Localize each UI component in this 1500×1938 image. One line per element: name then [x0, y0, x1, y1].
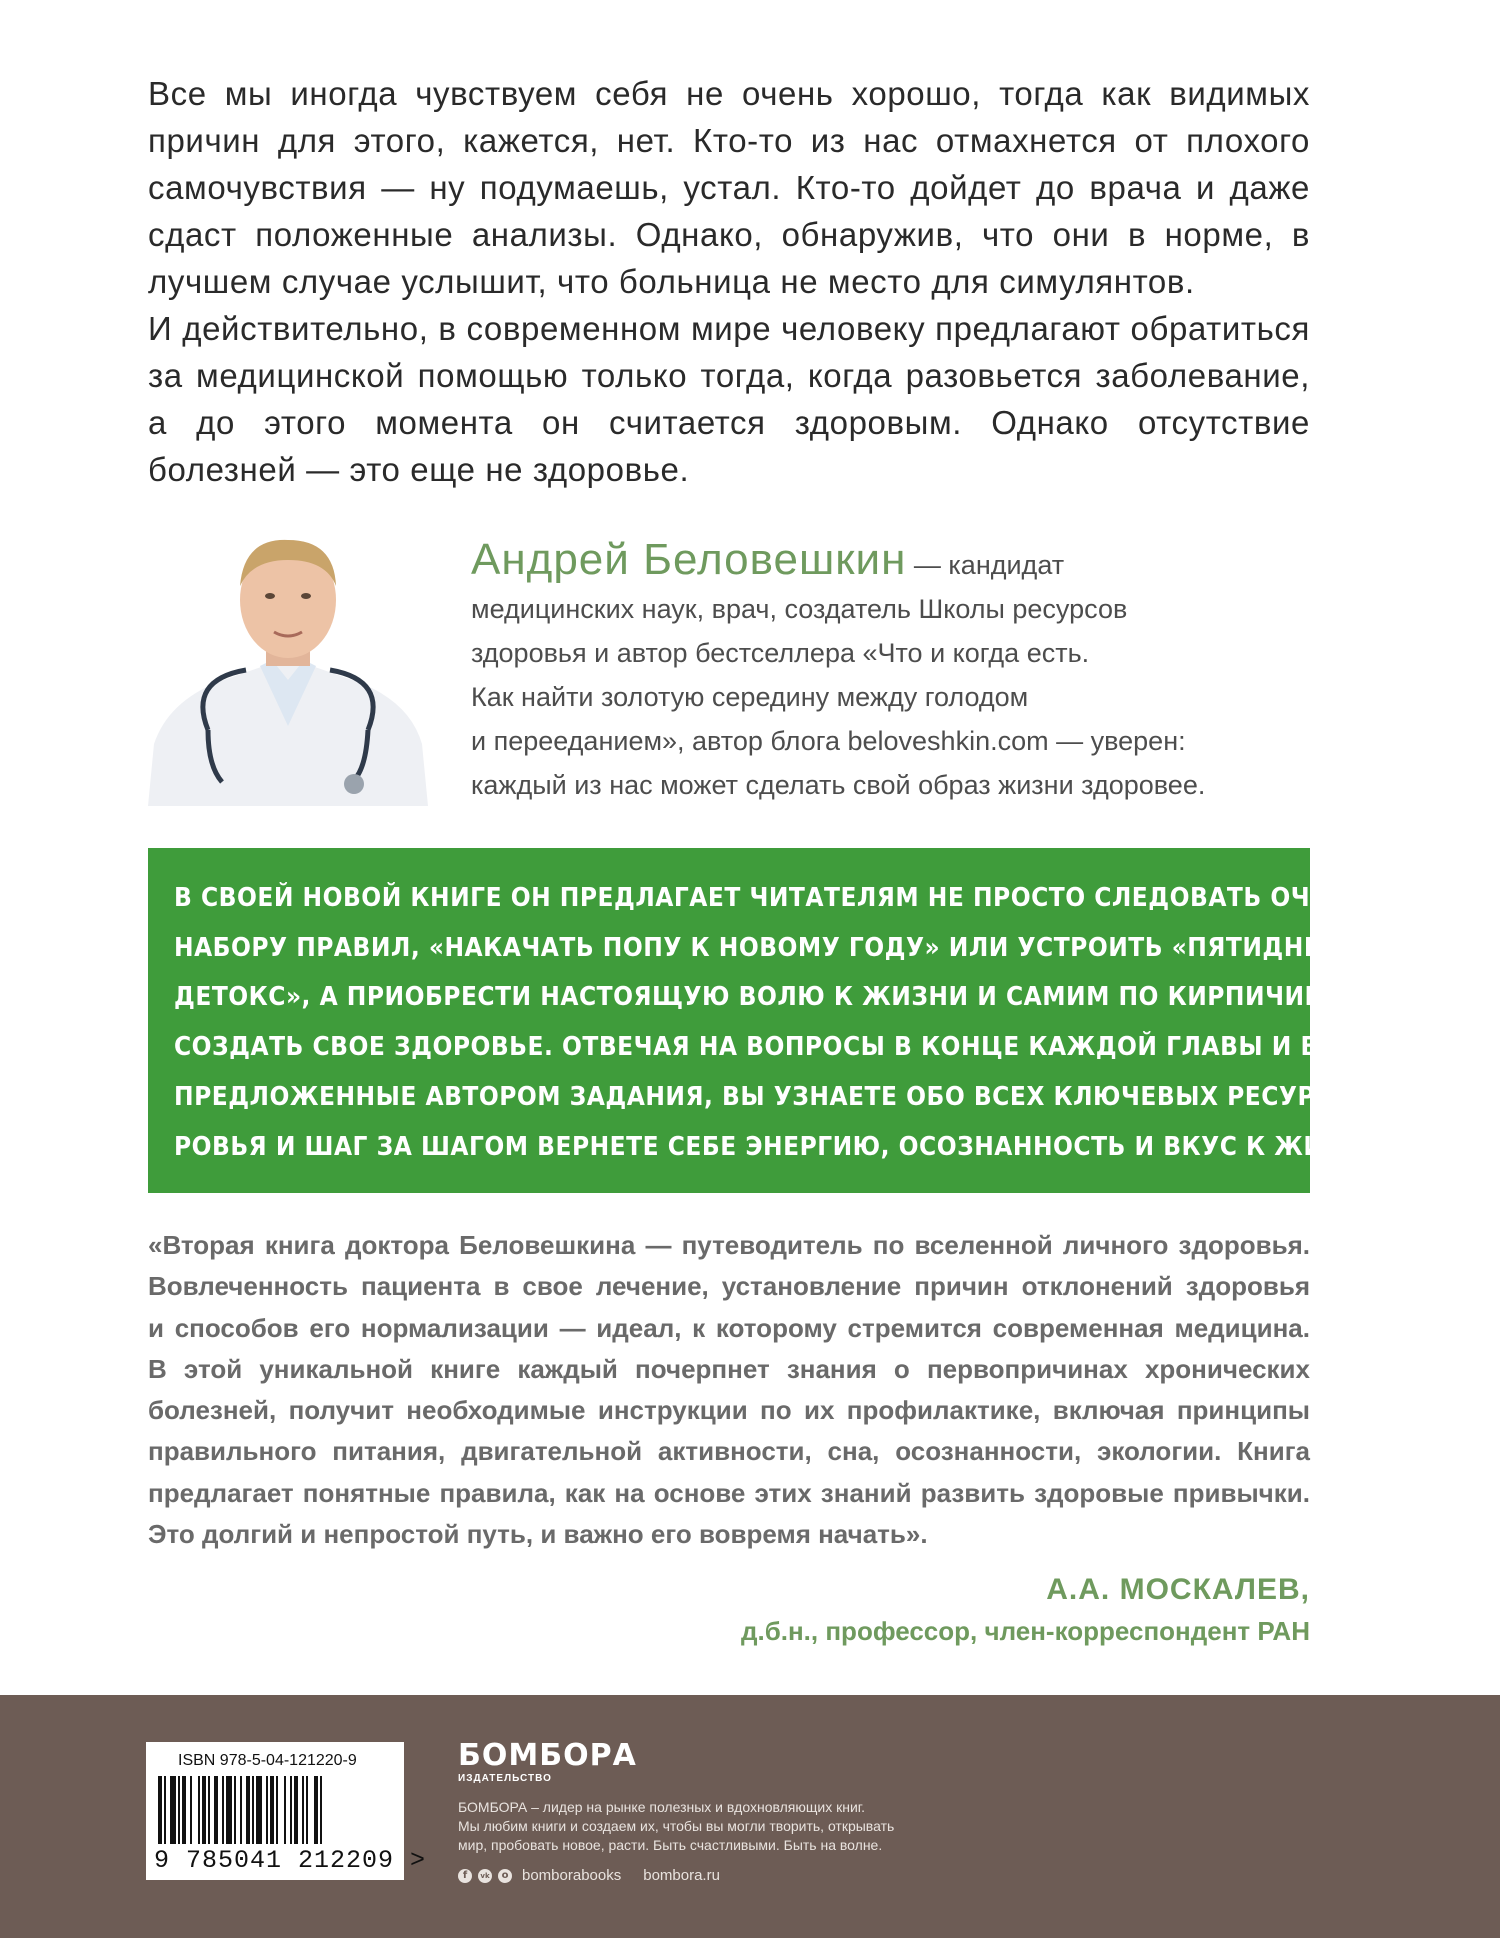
- publisher-description-line: мир, пробовать новое, расти. Быть счастливыми. Быть на волне.: [458, 1837, 883, 1853]
- quote-signature: [741, 1568, 1310, 1650]
- author-name: Андрей Беловешкин: [471, 535, 907, 584]
- social-handle[interactable]: bomborabooks: [522, 1867, 622, 1884]
- website-link[interactable]: bombora.ru: [643, 1867, 720, 1884]
- quote-line: Это долгий и непростой путь, и важно его вовремя начать».: [148, 1519, 928, 1550]
- author-first-line: [471, 535, 1311, 587]
- vk-icon[interactable]: vk: [478, 1869, 492, 1883]
- publisher-logo: БОМБОРА: [458, 1738, 637, 1773]
- publisher-logo-sub: ИЗДАТЕЛЬСТВО: [458, 1773, 552, 1784]
- quote-line: и способов его нормализации — идеал, к которому стремится современная медицина.: [148, 1312, 1310, 1343]
- quote-line: «Вторая книга доктора Беловешкина — путеводитель по вселенной личного здоровья.: [148, 1230, 1310, 1260]
- intro-paragraph-1: Все мы иногда чувствуем себя не очень хорошо, тогда как видимых причин для этого, кажется, нет. Кто-то из нас отмахнется от плохого самочувствия — ну подумаешь, устал. Кто-то дойдет до врача и даже сдаст положенные анализы. Однако, обнаружив, что они в норме, в лучшем случае услышит, что больница не место для симулянтов.: [148, 75, 1310, 300]
- signature-title: д.б.н., профессор, член-корреспондент РАН: [740, 1616, 1310, 1646]
- footer-band: [0, 1695, 1500, 1938]
- quote-line: предлагает понятные правила, как на основе этих знаний развить здоровые привычки.: [148, 1477, 1310, 1508]
- quote-line: болезней, получит необходимые инструкции по их профилактике, включая принципы: [148, 1395, 1310, 1426]
- author-bio-line: и перееданием», автор блога beloveshkin.com — уверен:: [471, 726, 1186, 756]
- publisher-block: [458, 1740, 1018, 1884]
- author-bio: [471, 535, 1311, 807]
- author-bio-line: Как найти золотую середину между голодом: [471, 682, 1029, 712]
- publisher-links: [458, 1867, 1018, 1884]
- ean-digits: 9 785041 212209 >: [154, 1846, 427, 1875]
- highlight-line: ПРЕДЛОЖЕННЫЕ АВТОРОМ ЗАДАНИЯ, ВЫ УЗНАЕТЕ ОБО ВСЕХ КЛЮЧЕВЫХ РЕСУРСАХ ЗДО-: [174, 1081, 1448, 1112]
- intro-text: [148, 70, 1310, 493]
- quote-line: Вовлеченность пациента в свое лечение, установление причин отклонений здоровья: [148, 1271, 1310, 1302]
- author-bio-line: медицинских наук, врач, создатель Школы ресурсов: [471, 594, 1128, 624]
- highlight-line: НАБОРУ ПРАВИЛ, «НАКАЧАТЬ ПОПУ К НОВОМУ ГОДУ» ИЛИ УСТРОИТЬ «ПЯТИДНЕВНЫЙ: [174, 932, 1404, 963]
- barcode: [156, 1776, 394, 1846]
- facebook-icon[interactable]: f: [458, 1869, 472, 1883]
- signature-name: А.А. МОСКАЛЕВ,: [1046, 1573, 1310, 1606]
- isbn-text: ISBN 978-5-04-121220-9: [178, 1752, 357, 1769]
- highlight-line: ДЕТОКС», А ПРИОБРЕСТИ НАСТОЯЩУЮ ВОЛЮ К ЖИЗНИ И САМИМ ПО КИРПИЧИКУ: [174, 982, 1343, 1013]
- author-bio-line: — кандидат: [913, 550, 1065, 580]
- barcode-box: [146, 1742, 427, 1880]
- intro-paragraph-2: И действительно, в современном мире человеку предлагают обратиться за медицинской помощью только тогда, когда разовьется заболевание, а до этого момента он считается здоровым. Однако отсутствие болезней — это еще не здоровье.: [148, 310, 1310, 488]
- highlight-line: СОЗДАТЬ СВОЕ ЗДОРОВЬЕ. ОТВЕЧАЯ НА ВОПРОСЫ В КОНЦЕ КАЖДОЙ ГЛАВЫ И ВЫПОЛНЯЯ: [174, 1032, 1462, 1063]
- publisher-description-line: БОМБОРА – лидер на рынке полезных и вдохновляющих книг.: [458, 1799, 866, 1815]
- odnoklassniki-icon[interactable]: o: [498, 1869, 512, 1883]
- author-bio-line: каждый из нас может сделать свой образ жизни здоровее.: [471, 770, 1206, 800]
- quote-line: правильного питания, двигательной активности, сна, осознанности, экологии. Книга: [148, 1436, 1310, 1467]
- review-quote: [148, 1225, 1310, 1555]
- quote-line: В этой уникальной книге каждый почерпнет знания о первопричинах хронических: [148, 1353, 1310, 1384]
- publisher-description-line: Мы любим книги и создаем их, чтобы вы могли творить, открывать: [458, 1818, 895, 1834]
- highlight-line: РОВЬЯ И ШАГ ЗА ШАГОМ ВЕРНЕТЕ СЕБЕ ЭНЕРГИЮ, ОСОЗНАННОСТЬ И ВКУС К ЖИЗНИ.: [174, 1131, 1391, 1162]
- author-photo: [148, 530, 428, 806]
- author-bio-line: здоровья и автор бестселлера «Что и когда есть.: [471, 638, 1090, 668]
- highlight-line: В СВОЕЙ НОВОЙ КНИГЕ ОН ПРЕДЛАГАЕТ ЧИТАТЕЛЯМ НЕ ПРОСТО СЛЕДОВАТЬ ОЧЕРЕДНОМУ: [174, 883, 1465, 913]
- highlight-box: [148, 848, 1465, 1193]
